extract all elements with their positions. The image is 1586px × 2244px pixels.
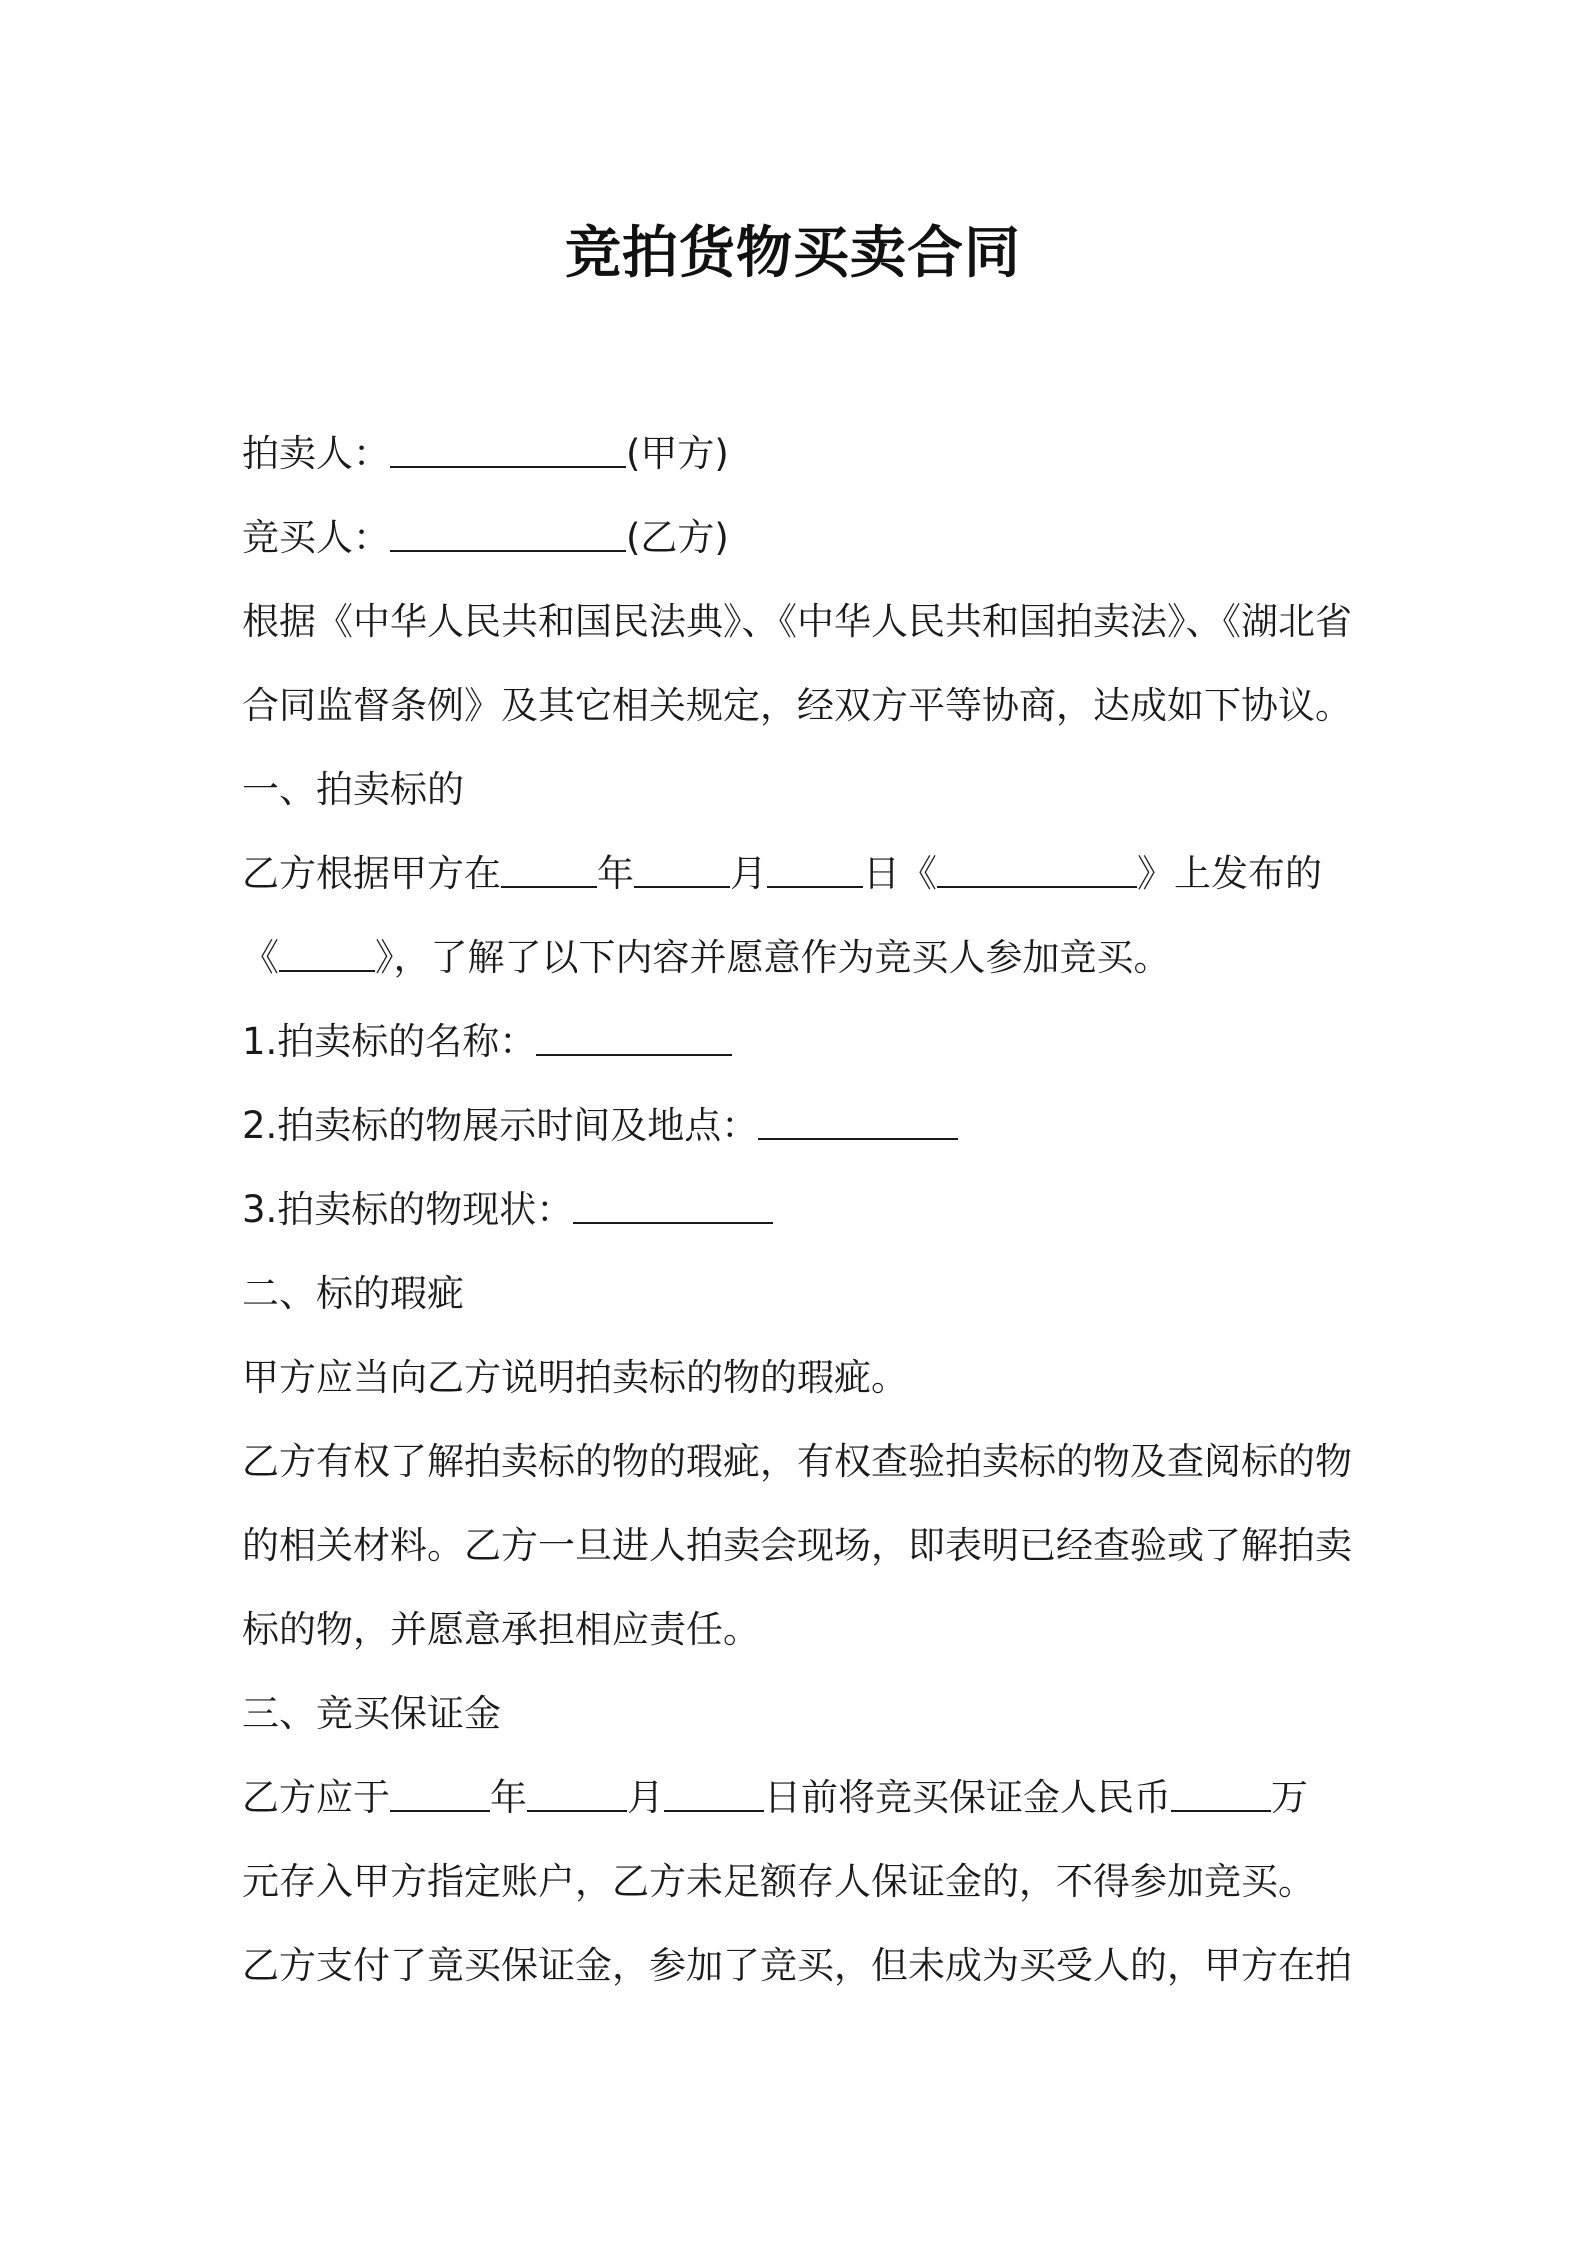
section-1-heading: 一、拍卖标的 <box>242 768 464 811</box>
sec1-month-blank[interactable] <box>634 840 730 888</box>
section-1-paragraph-line-2 <box>242 916 1362 1000</box>
section-3-paragraph-1-line-1 <box>242 1756 1362 1840</box>
section-2-paragraph-2-line-3: 标的物，并愿意承担相应责任。 <box>242 1608 760 1651</box>
section-1-paragraph-line-1 <box>242 832 1362 916</box>
item-2-blank[interactable] <box>758 1092 958 1140</box>
sec3-text-year: 年 <box>490 1776 527 1819</box>
sec3-amount-blank[interactable] <box>1171 1764 1271 1812</box>
document-body <box>242 412 1362 2008</box>
item-1-label: 1.拍卖标的名称： <box>242 1020 537 1063</box>
buyer-party: (乙方) <box>626 516 729 559</box>
item-1-blank[interactable] <box>536 1008 732 1056</box>
sec3-day-blank[interactable] <box>664 1764 764 1812</box>
sec3-year-blank[interactable] <box>390 1764 490 1812</box>
sec1-text-day: 日《 <box>863 852 937 895</box>
item-2-label: 2.拍卖标的物展示时间及地点： <box>242 1104 759 1147</box>
section-3-paragraph-2-line-1: 乙方支付了竟买保证金，参加了竞买，但未成为买受人的，甲方在拍 <box>242 1944 1352 1987</box>
basis-line-1: 根据《中华人民共和国民法典》、《中华人民共和国拍卖法》、《湖北省 <box>242 600 1352 643</box>
section-2-paragraph-2-line-1: 乙方有权了解拍卖标的物的瑕疵，有权查验拍卖标的物及查阅标的物 <box>242 1440 1352 1483</box>
sec1-day-blank[interactable] <box>767 840 863 888</box>
sec1-announcement-blank[interactable] <box>279 924 375 972</box>
sec3-text-unit: 万 <box>1271 1776 1308 1819</box>
item-3-line <box>242 1168 1362 1252</box>
buyer-line <box>242 496 1362 580</box>
item-2-line <box>242 1084 1362 1168</box>
sec1-text-month: 月 <box>730 852 767 895</box>
buyer-label: 竞买人： <box>242 516 390 559</box>
item-3-label: 3.拍卖标的物现状： <box>242 1188 574 1231</box>
sec3-month-blank[interactable] <box>527 1764 627 1812</box>
document-title: 竞拍货物买卖合同 <box>565 221 1021 286</box>
seller-blank[interactable] <box>390 420 626 468</box>
sec3-text-month: 月 <box>627 1776 664 1819</box>
basis-line-2: 合同监督条例》及其它相关规定，经双方平等协商，达成如下协议。 <box>242 684 1352 727</box>
item-1-line <box>242 1000 1362 1084</box>
sec1-text-c: 》，了解了以下内容并愿意作为竞买人参加竞买。 <box>375 936 1171 979</box>
sec1-year-blank[interactable] <box>501 840 597 888</box>
sec3-text-a: 乙方应于 <box>242 1776 390 1819</box>
sec1-publication-blank[interactable] <box>937 840 1137 888</box>
section-2-paragraph-1: 甲方应当向乙方说明拍卖标的物的瑕疵。 <box>242 1356 908 1399</box>
sec1-text-a: 乙方根据甲方在 <box>242 852 501 895</box>
section-2-heading: 二、标的瑕疵 <box>242 1272 464 1315</box>
section-3-paragraph-1-line-2: 元存入甲方指定账户，乙方未足额存人保证金的，不得参加竞买。 <box>242 1860 1315 1903</box>
sec1-text-published: 》上发布的 <box>1137 852 1322 895</box>
seller-party: (甲方) <box>626 432 729 475</box>
sec1-text-b: 《 <box>242 936 279 979</box>
section-3-heading: 三、竞买保证金 <box>242 1692 501 1735</box>
seller-label: 拍卖人： <box>242 432 390 475</box>
sec3-text-day: 日前将竞买保证金人民币 <box>764 1776 1171 1819</box>
sec1-text-year: 年 <box>597 852 634 895</box>
section-2-paragraph-2-line-2: 的相关材料。乙方一旦进人拍卖会现场，即表明已经查验或了解拍卖 <box>242 1524 1352 1567</box>
buyer-blank[interactable] <box>390 504 626 552</box>
item-3-blank[interactable] <box>573 1176 773 1224</box>
seller-line <box>242 412 1362 496</box>
